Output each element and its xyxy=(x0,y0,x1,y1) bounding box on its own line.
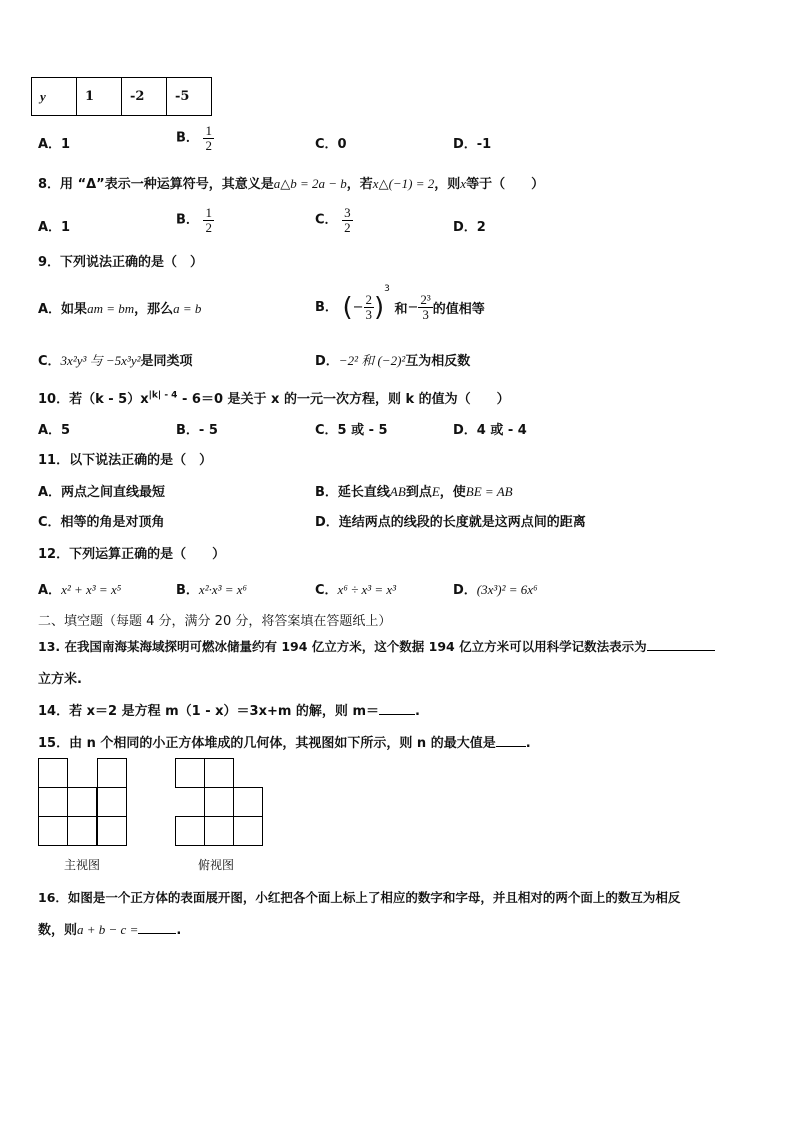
math-expr: x² + x³ = x⁵ xyxy=(61,582,122,597)
q10-option-d: D．4 或 - 4 xyxy=(453,423,527,438)
text: 8．用 “Δ”表示一种运算符号，其意义是 xyxy=(38,177,274,192)
math-expr: a + b − c = xyxy=(77,922,139,937)
math-expr: 3x²y³ 与 −5x³y² xyxy=(60,353,141,368)
q9-option-d xyxy=(315,350,470,369)
text: 的值相等 xyxy=(432,302,485,317)
fraction xyxy=(418,293,432,321)
view-square xyxy=(38,787,68,817)
table-row xyxy=(32,78,212,116)
answer-blank[interactable] xyxy=(496,746,526,747)
q11-option-a: A．两点之间直线最短 xyxy=(38,485,166,500)
text: - 6＝0 是关于 x 的一元一次方程，则 k 的值为（ ） xyxy=(177,392,510,407)
math-expr: am = bm xyxy=(87,301,135,316)
view-square xyxy=(233,787,263,817)
option-label: B． xyxy=(176,212,199,228)
q9-option-c xyxy=(38,350,193,369)
fraction xyxy=(342,206,353,234)
math-expr: (3x³)² = 6x⁶ xyxy=(476,582,538,597)
table-cell: -2 xyxy=(122,78,167,116)
text: ，若 xyxy=(346,177,373,192)
numerator: 2³ xyxy=(420,292,431,308)
view-square xyxy=(38,816,68,846)
math-expr: BE = AB xyxy=(465,484,513,499)
option-label: C． xyxy=(38,354,61,369)
view-square xyxy=(233,816,263,846)
table-cell: 1 xyxy=(77,78,122,116)
answer-blank[interactable] xyxy=(379,714,415,715)
numerator: 1 xyxy=(205,205,212,220)
q12-stem: 12．下列运算正确的是（ ） xyxy=(38,547,226,562)
math-expr: x²·x³ = x⁶ xyxy=(198,582,248,597)
q8-option-d: D．2 xyxy=(453,220,486,235)
text: ，则 xyxy=(434,177,461,192)
value-table xyxy=(31,77,212,116)
fraction xyxy=(364,293,375,321)
q13-line1 xyxy=(38,637,715,655)
option-label: B． xyxy=(315,300,338,315)
math-expr: AB xyxy=(389,484,406,499)
paren-close: ) xyxy=(374,292,385,323)
q7-option-d: D．-1 xyxy=(453,137,492,152)
math-expr: x⁶ ÷ x³ = x³ xyxy=(337,582,397,597)
option-label: A． xyxy=(38,583,62,598)
math-expr: x△(−1) = 2 xyxy=(372,176,435,191)
q8-option-b xyxy=(176,206,214,234)
q7-option-c: C．0 xyxy=(315,137,347,152)
q12-option-d xyxy=(453,579,538,598)
text: ，使 xyxy=(439,485,466,500)
option-label: B．延长直线 xyxy=(315,485,390,500)
option-label: A．如果 xyxy=(38,302,88,317)
minus: − xyxy=(407,300,419,315)
text: . xyxy=(176,923,182,938)
q9-stem: 9．下列说法正确的是（ ） xyxy=(38,255,204,270)
denominator: 2 xyxy=(205,219,212,235)
option-label: D． xyxy=(315,354,339,369)
view-square xyxy=(175,816,205,846)
q12-option-c xyxy=(315,579,396,598)
text: ，那么 xyxy=(134,302,174,317)
section-heading: 二、填空题（每题 4 分，满分 20 分，将答案填在答题纸上） xyxy=(38,614,392,629)
text: 和 xyxy=(394,302,408,317)
math-expr: a = b xyxy=(173,301,202,316)
text: 14．若 x＝2 是方程 m（1 - x）＝3x+m 的解，则 m＝ xyxy=(38,704,379,719)
paren-open: ( xyxy=(342,292,353,323)
denominator: 2 xyxy=(205,137,212,153)
text: 10．若（k - 5）x xyxy=(38,392,149,407)
option-label: D． xyxy=(453,583,477,598)
front-view-caption: 主视图 xyxy=(64,858,101,872)
text: 等于（ ） xyxy=(466,177,545,192)
q11-option-c: C．相等的角是对顶角 xyxy=(38,515,165,530)
exponent: 3 xyxy=(384,284,390,294)
denominator: 2 xyxy=(344,219,351,235)
q8-option-a: A．1 xyxy=(38,220,71,235)
option-label: B． xyxy=(176,583,199,598)
text: 是同类项 xyxy=(140,354,193,369)
view-square xyxy=(97,758,127,788)
text: 数，则 xyxy=(38,923,78,938)
q12-option-b xyxy=(176,579,247,598)
view-square xyxy=(67,787,97,817)
q8-option-c xyxy=(315,206,353,234)
view-square xyxy=(67,816,97,846)
math-expr: E xyxy=(431,484,440,499)
table-cell: -5 xyxy=(167,78,212,116)
view-square xyxy=(204,816,234,846)
q12-option-a xyxy=(38,579,121,598)
top-view-caption: 俯视图 xyxy=(198,858,235,872)
q11-option-d: D．连结两点的线段的长度就是这两点间的距离 xyxy=(315,515,586,530)
fraction xyxy=(203,124,214,152)
view-square xyxy=(204,758,234,788)
q15 xyxy=(38,732,531,751)
fraction xyxy=(203,206,214,234)
answer-blank[interactable] xyxy=(647,650,715,651)
math-expr: −2² 和 (−2)² xyxy=(338,353,406,368)
denominator: 3 xyxy=(365,307,373,322)
minus: − xyxy=(352,300,364,315)
text: . xyxy=(415,704,420,719)
numerator: 3 xyxy=(344,205,351,220)
table-header: y xyxy=(32,78,77,116)
q11-option-b xyxy=(315,481,513,500)
numerator: 2 xyxy=(365,292,373,308)
text: 15．由 n 个相同的小正方体堆成的几何体，其视图如下所示，则 n 的最大值是 xyxy=(38,736,496,751)
q11-stem: 11．以下说法正确的是（ ） xyxy=(38,453,213,468)
math-expr: a△b = 2a − b xyxy=(273,176,347,191)
exponent: |k| - 4 xyxy=(148,390,178,401)
view-square xyxy=(175,758,205,788)
q16-line2 xyxy=(38,919,181,938)
text: 互为相反数 xyxy=(405,354,471,369)
q9-option-b xyxy=(315,284,485,323)
q9-option-a xyxy=(38,298,201,317)
option-label: C． xyxy=(315,212,338,228)
view-square xyxy=(97,787,127,817)
text: 到点 xyxy=(405,485,432,500)
q7-option-b xyxy=(176,124,214,152)
q10-option-a: A．5 xyxy=(38,423,71,438)
option-label: C． xyxy=(315,583,338,598)
q13-line2: 立方米. xyxy=(38,672,82,687)
q10-stem xyxy=(38,388,510,407)
option-label: B． xyxy=(176,130,199,146)
q14 xyxy=(38,700,420,719)
view-square xyxy=(97,816,127,846)
q8-stem xyxy=(38,173,544,192)
q16-line1: 16．如图是一个正方体的表面展开图，小红把各个面上标上了相应的数字和字母，并且相对的两个面上的数互为相反 xyxy=(38,890,681,905)
view-square xyxy=(204,787,234,817)
numerator: 1 xyxy=(205,123,212,138)
answer-blank[interactable] xyxy=(138,933,176,934)
text: . xyxy=(525,736,531,751)
q10-option-b: B．- 5 xyxy=(176,423,218,438)
q10-option-c: C．5 或 - 5 xyxy=(315,423,388,438)
math-var: x xyxy=(460,176,467,191)
denominator: 3 xyxy=(422,307,429,322)
q7-option-a: A．1 xyxy=(38,137,71,152)
view-square xyxy=(38,758,68,788)
text: 13. 在我国南海某海域探明可燃冰储量约有 194 亿立方米，这个数据 194 亿立方米可以用科学记数法表示为 xyxy=(38,639,647,654)
